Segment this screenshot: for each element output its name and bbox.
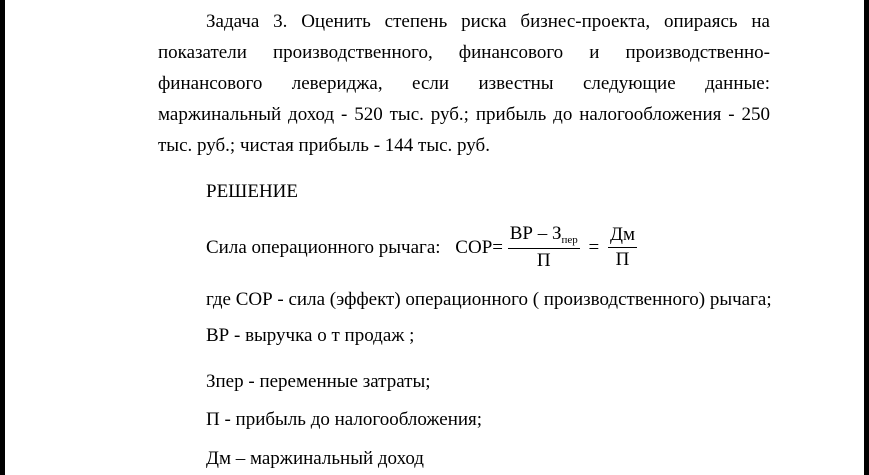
task-paragraph bbox=[158, 6, 770, 161]
task-line: Задача 3. Оценить степень риска бизнес-проекта, опираясь на bbox=[206, 11, 770, 32]
task-line: тыс. руб.; чистая прибыль - 144 тыс. руб. bbox=[158, 135, 490, 156]
fraction-margin-over-profit bbox=[608, 223, 637, 272]
fraction-numerator: Дм bbox=[608, 223, 637, 248]
fraction-revenue-minus-variable-costs bbox=[508, 222, 580, 273]
right-border-strip bbox=[864, 0, 869, 475]
numerator-subscript: пер bbox=[561, 234, 578, 246]
definition-line: где СОР - сила (эффект) операционного ( производственного) рычага; bbox=[206, 289, 772, 310]
definition-line: Дм – маржинальный доход bbox=[206, 448, 424, 469]
numerator-text: ВР – З bbox=[509, 223, 562, 244]
left-border-strip bbox=[0, 0, 5, 475]
fraction-numerator bbox=[508, 222, 580, 249]
formula-row bbox=[206, 222, 637, 278]
document-page bbox=[158, 0, 770, 475]
definition-line: ВР - выручка о т продаж ; bbox=[206, 325, 415, 346]
definition-line: Зпер - переменные затраты; bbox=[206, 371, 431, 392]
solution-heading: РЕШЕНИЕ bbox=[206, 181, 298, 202]
fraction-denominator: П bbox=[615, 249, 630, 270]
definition-line: П - прибыль до налогообложения; bbox=[206, 409, 483, 430]
task-line: финансового левериджа, если известны следующие данные: bbox=[158, 73, 770, 94]
equals-sign: = bbox=[588, 237, 600, 258]
formula-lhs: СОР= bbox=[455, 237, 503, 258]
task-line: маржинальный доход - 520 тыс. руб.; прибыль до налогообложения - 250 bbox=[158, 104, 770, 125]
task-line: показатели производственного, финансового и производственно- bbox=[158, 42, 770, 63]
formula-label: Сила операционного рычага: bbox=[206, 237, 441, 258]
fraction-denominator: П bbox=[536, 250, 551, 271]
